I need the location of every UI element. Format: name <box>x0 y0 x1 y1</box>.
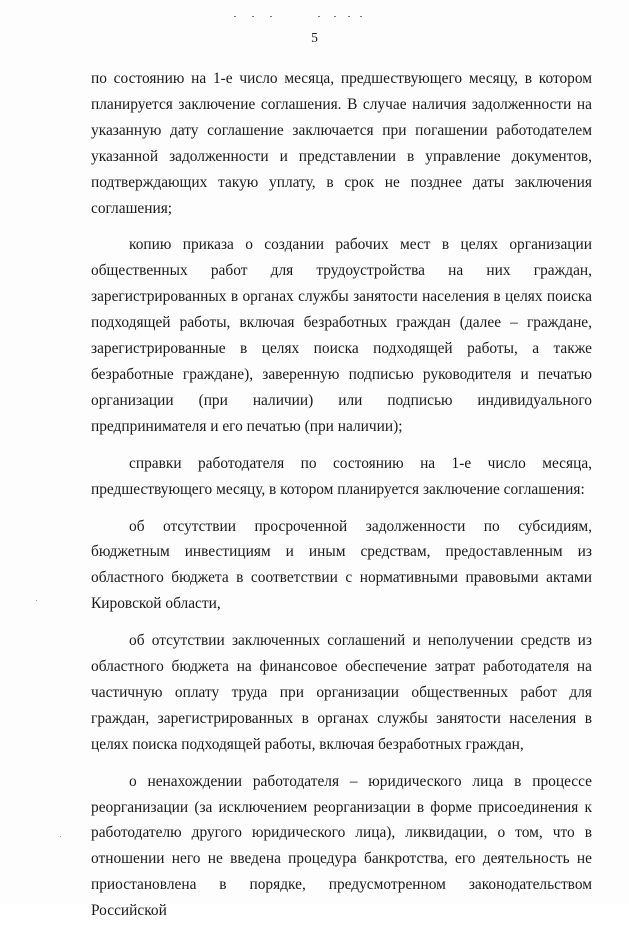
paragraph-6: о ненахождении работодателя – юридического лица в процессе реорганизации (за исключением реорганизации в форме присоединения к работодателю другого юридического лица), ликвидации, о том, что в отношении него не введена процедура банкротства, его деятельность не приостановлена в порядке, предусмотренном законодательством Российской <box>91 772 592 920</box>
paragraph-2: копию приказа о создании рабочих мест в целях организации общественных работ для трудоустройства на них граждан, зарегистрированных в органах службы занятости населения в целях поиска подходящей работы, включая безработных граждан (далее – граждане, зарегистрированные в целях поиска подходящей работы, а также безработные граждане), заверенную подписью руководителя и печатью организации (при наличии) или подписью индивидуального предпринимателя и его печатью (при наличии); <box>91 236 592 435</box>
scan-edge-mark <box>60 836 61 837</box>
document-body <box>91 66 592 935</box>
paragraph-3: справки работодателя по состоянию на 1-е число месяца, предшествующего месяцу, в котором планируется заключение соглашения: <box>91 454 592 498</box>
page-number: 5 <box>311 30 318 45</box>
paragraph-4: об отсутствии просроченной задолженности по субсидиям, бюджетным инвестициям и иным средствам, предоставленным из областного бюджета в соответствии с нормативными правовыми актами Кировской области, <box>91 517 592 613</box>
scan-edge-mark <box>36 600 37 601</box>
paragraph-1: по состоянию на 1-е число месяца, предшествующего месяцу, в котором планируется заключение соглашения. В случае наличия задолженности на указанную дату соглашение заключается при погашении работодателем указанной задолженности и представлении в управление документов, подтверждающих такую уплату, в срок не позднее даты заключения соглашения; <box>91 70 592 217</box>
paragraph-5: об отсутствии заключенных соглашений и неполучении средств из областного бюджета на финансовое обеспечение затрат работодателя на частичную оплату труда при организации общественных работ для граждан, зарегистрированных в органах службы занятости населения в целях поиска подходящей работы, включая безработных граждан, <box>91 632 592 753</box>
scan-artifacts <box>230 16 390 24</box>
